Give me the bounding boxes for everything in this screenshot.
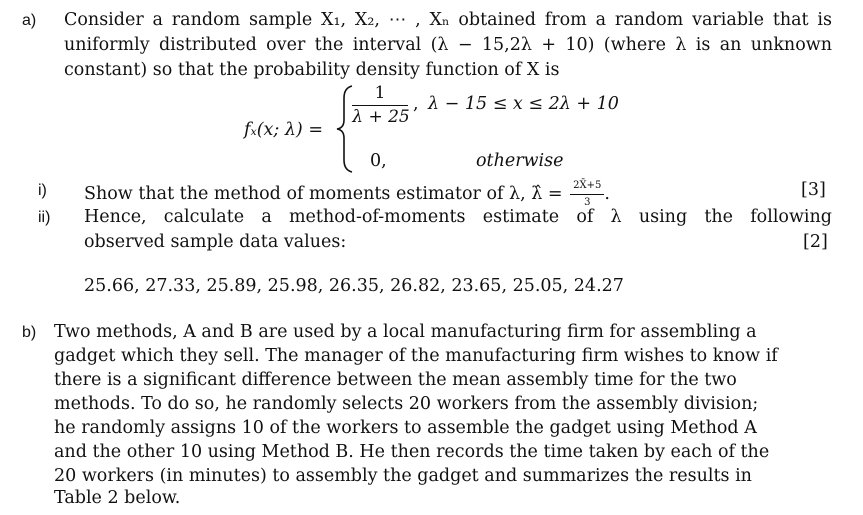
pdf-case1-denominator: λ + 25 [352,107,410,127]
item-i-period: . [604,184,610,204]
part-b-line-3: there is a significant difference between the mean assembly time for the two [54,370,737,390]
part-b-line-6: and the other 10 using Method B. He then records the time taken by each of the [54,442,770,462]
part-b-line-4: methods. To do so, he randomly selects 20 workers from the assembly division; [54,394,759,414]
part-b-line-8: Table 2 below. [54,488,181,508]
sample-data-values: 25.66, 27.33, 25.89, 25.98, 26.35, 26.82, 23.65, 25.05, 24.27 [84,276,624,296]
part-a-line-1: Consider a random sample X₁, X₂, ⋯ , Xₙ obtained from a random variable that is [64,10,832,30]
item-ii-line-2: observed sample data values: [84,232,347,252]
item-i-marks: [3] [801,180,826,200]
item-i-label: i) [38,182,47,199]
part-a-line-2: uniformly distributed over the interval (λ − 15,2λ + 10) (where λ is an unknown [64,35,832,55]
item-i-statement: Show that the method of moments estimator of λ, λ̂ = [84,184,563,204]
pdf-case1-condition: λ − 15 ≤ x ≤ 2λ + 10 [428,94,619,114]
part-b-line-7: 20 workers (in minutes) to assembly the gadget and summarizes the results in [54,466,752,486]
part-b-line-1: Two methods, A and B are used by a local manufacturing firm for assembling a [54,322,757,342]
item-ii-label: ii) [38,209,51,226]
pdf-case1-comma: , [413,94,419,114]
item-ii-line-1: Hence, calculate a method-of-moments estimate of λ using the following [84,207,832,227]
pdf-case2-value: 0, [370,151,387,171]
pdf-lhs: fₓ(x; λ) = [244,120,323,140]
estimator-denominator: 3 [584,197,591,208]
part-b-line-5: he randomly assigns 10 of the workers to assemble the gadget using Method A [54,418,757,438]
pdf-case2-condition: otherwise [476,151,564,171]
estimator-numerator: 2X̄+5 [570,178,604,195]
part-a-line-3: constant) so that the probability density function of X is [64,60,560,80]
item-ii-marks: [2] [803,232,828,252]
left-brace-icon [334,84,356,174]
part-a-label: a) [22,12,37,29]
part-b-label: b) [22,324,37,341]
pdf-case1-numerator: 1 [374,83,386,103]
part-b-line-2: gadget which they sell. The manager of the manufacturing firm wishes to know if [54,346,778,366]
